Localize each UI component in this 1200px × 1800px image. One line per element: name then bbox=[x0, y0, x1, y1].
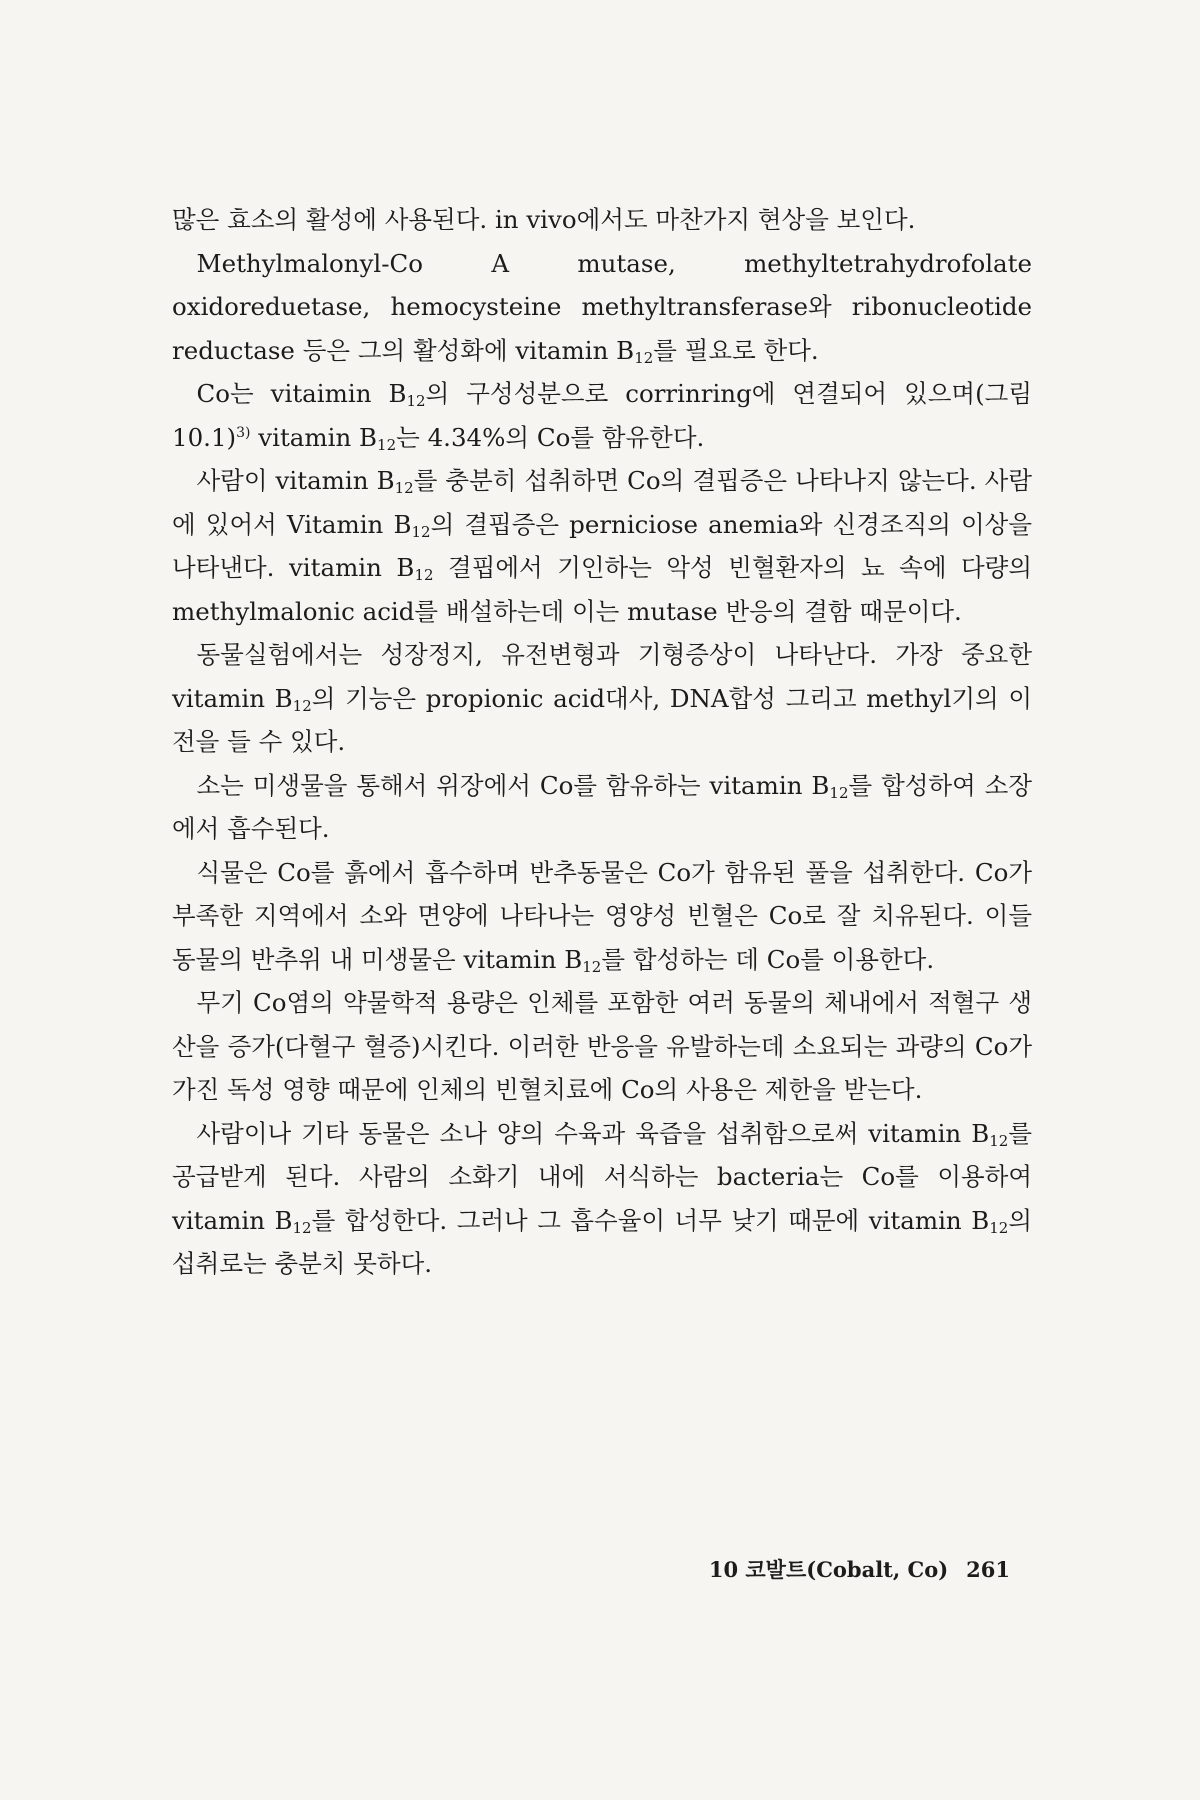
citation-superscript: 3) bbox=[236, 424, 251, 441]
text-run: 의 기능은 propionic acid대사, DNA합성 그리고 methyl기의 이전을 들 수 있다. bbox=[172, 683, 1032, 756]
subscript: 12 bbox=[411, 522, 431, 541]
text-run: 를 합성한다. 그러나 그 흡수율이 너무 낮기 때문에 vitamin B bbox=[311, 1205, 990, 1235]
subscript: 12 bbox=[394, 479, 414, 497]
text-run: Methylmalonyl-Co A mutase, methyltetrahydrofolate oxidoreduetase, hemocysteine methyltransferase와 ribonucleotide reductase 등은 그의 활성화에 vitamin B bbox=[172, 248, 1032, 365]
subscript: 12 bbox=[989, 1131, 1009, 1150]
subscript: 12 bbox=[829, 783, 849, 802]
text-run: 많은 효소의 활성에 사용된다. in vivo에서도 마찬가지 현상을 보인다. bbox=[172, 205, 916, 234]
paragraph bbox=[172, 459, 1032, 633]
paragraph bbox=[172, 372, 1032, 459]
paragraph bbox=[172, 198, 1032, 242]
running-head: 10 코발트(Cobalt, Co) bbox=[708, 1557, 949, 1582]
text-run: 식물은 Co를 흙에서 흡수하며 반추동물은 Co가 함유된 풀을 섭취한다. Co가 부족한 지역에서 소와 면양에 나타나는 영양성 빈혈은 Co로 잘 치유된다. 이들 동물의 반추위 내 미생물은 vitamin B bbox=[172, 857, 1032, 974]
text-run: 를 합성하여 소장에서 흡수된다. bbox=[172, 770, 1033, 843]
paragraph bbox=[172, 764, 1032, 851]
text-run: 소는 미생물을 통해서 위장에서 Co를 함유하는 vitamin B bbox=[196, 770, 830, 800]
page-footer bbox=[709, 1554, 1010, 1584]
text-run: vitamin B bbox=[250, 422, 378, 452]
text-run: 의 결핍증은 perniciose anemia와 신경조직의 이상을 나타낸다. vitamin B bbox=[172, 509, 1032, 582]
text-run: 의 구성성분으로 corrinring에 연결되어 있으며(그림 10.1) bbox=[172, 379, 1032, 452]
subscript: 12 bbox=[634, 348, 654, 367]
page-number: 261 bbox=[966, 1557, 1010, 1582]
paragraph bbox=[172, 1112, 1032, 1286]
subscript: 12 bbox=[582, 957, 602, 976]
text-run: 를 공급받게 된다. 사람의 소화기 내에 서식하는 bacteria는 Co를 이용하여 vitamin B bbox=[172, 1118, 1032, 1235]
text-run: 는 4.34%의 Co를 함유한다. bbox=[396, 422, 705, 452]
text-run: 무기 Co염의 약물학적 용량은 인체를 포함한 여러 동물의 체내에서 적혈구 생산을 증가(다혈구 혈증)시킨다. 이러한 반응을 유발하는데 소요되는 과량의 Co가 가진 독성 영향 때문에 인체의 빈혈치료에 Co의 사용은 제한을 받는다. bbox=[172, 988, 1032, 1104]
subscript: 12 bbox=[292, 696, 312, 715]
text-run: 동물실험에서는 성장정지, 유전변형과 기형증상이 나타난다. 가장 중요한 vitamin B bbox=[172, 640, 1032, 713]
body-text bbox=[172, 198, 1032, 1286]
subscript: 12 bbox=[989, 1218, 1009, 1237]
text-run: Co는 vitaimin B bbox=[196, 379, 407, 408]
paragraph bbox=[172, 633, 1032, 764]
subscript: 12 bbox=[292, 1218, 312, 1237]
paragraph bbox=[172, 242, 1032, 373]
subscript: 12 bbox=[377, 435, 397, 454]
subscript: 12 bbox=[414, 566, 434, 584]
text-run: 사람이나 기타 동물은 소나 양의 수육과 육즙을 섭취함으로써 vitamin B bbox=[196, 1118, 990, 1148]
text-run: 를 충분히 섭취하면 Co의 결핍증은 나타나지 않는다. 사람에 있어서 Vitamin B bbox=[172, 466, 1032, 539]
subscript: 12 bbox=[406, 392, 426, 410]
text-run: 를 필요로 한다. bbox=[653, 335, 819, 365]
text-run: 를 합성하는 데 Co를 이용한다. bbox=[601, 944, 935, 974]
text-run: 의 섭취로는 충분치 못하다. bbox=[172, 1205, 1032, 1278]
text-run: 사람이 vitamin B bbox=[196, 466, 395, 495]
paragraph bbox=[172, 851, 1032, 982]
text-run: 결핍에서 기인하는 악성 빈혈환자의 뇨 속에 다량의 methylmalonic acid를 배설하는데 이는 mutase 반응의 결함 때문이다. bbox=[172, 553, 1032, 626]
paragraph bbox=[172, 981, 1032, 1112]
